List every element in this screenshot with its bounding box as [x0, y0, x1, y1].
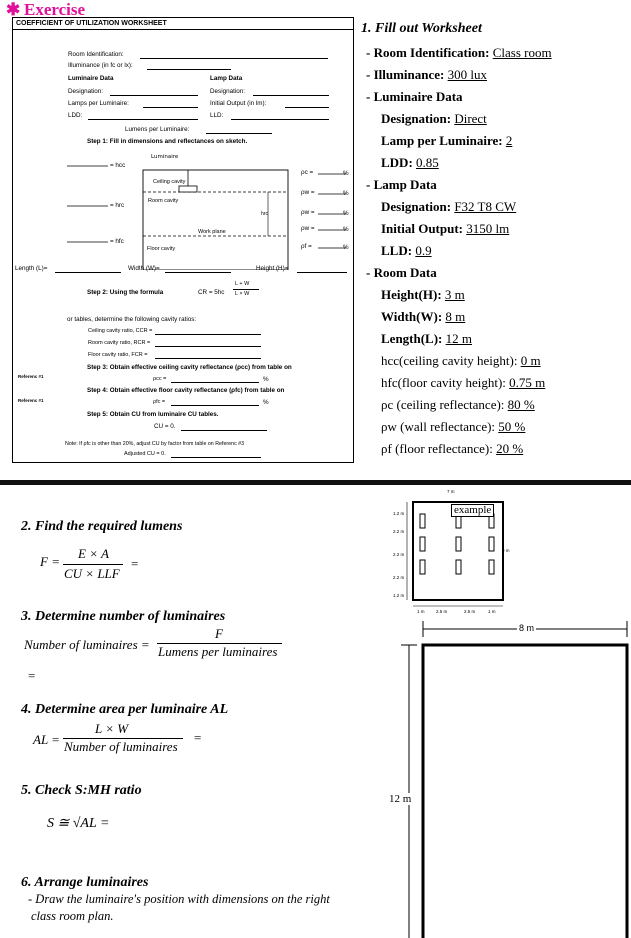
f-equals: =: [131, 556, 139, 571]
a-lhs: AL =: [33, 732, 60, 747]
left-dim-3: 2.2 m: [393, 552, 405, 557]
ccr-label: Ceiling cavity ratio, CCR =: [88, 328, 153, 334]
step2-heading: 2. Find the required lumens: [21, 519, 183, 534]
hfc-key: hfc(floor cavity height):: [381, 375, 506, 390]
room-id-value: Class room: [492, 45, 552, 60]
plan-width-label: 8 m: [519, 623, 535, 633]
step5-text: Step 5: Obtain CU from luminaire CU tables.: [87, 411, 219, 418]
lum-2-2: [456, 537, 461, 551]
ref1-a: Referenc #1: [18, 374, 44, 379]
hcc-tag: = hcc: [110, 162, 126, 169]
width-value: 8 m: [445, 309, 466, 324]
initial-output-value: 3150 lm: [466, 221, 510, 236]
width-line: [165, 272, 231, 273]
cu-line: [181, 430, 267, 431]
length-label: Length (L)=: [15, 265, 48, 272]
pw2-label: ρw =: [301, 209, 315, 216]
lamp-per-value: 2: [505, 133, 513, 148]
rcr-line: [155, 346, 261, 347]
left-dim-5: 1.2 m: [393, 593, 405, 598]
pct-6: %: [263, 376, 269, 383]
lum-3-3: [489, 560, 494, 574]
ccr-line: [155, 334, 261, 335]
left-dim-1: 1.2 m: [393, 511, 405, 516]
bottom-dim-2: 2.5 m: [436, 609, 448, 614]
pcc-eq: ρcc =: [153, 376, 167, 382]
lamp-per-key: Lamp per Luminaire:: [381, 133, 503, 148]
lamps-per-label: Lamps per Luminaire:: [68, 100, 129, 107]
step4-text: Step 4: Obtain effective floor cavity reflectance (ρfc) from table on: [87, 387, 285, 394]
ceiling-reflectance-value: 80 %: [507, 397, 535, 412]
designation-label: Designation:: [68, 88, 104, 95]
lld-line: [231, 119, 329, 120]
pf-label: ρf =: [301, 243, 312, 250]
worksheet-divider: [13, 29, 353, 30]
height-key: Height(H):: [381, 287, 442, 302]
left-dim-4: 2.2 m: [393, 575, 405, 580]
width-key: Width(W):: [381, 309, 443, 324]
hfc-value: 0.75 m: [509, 375, 546, 390]
step6-text-1: - Draw the luminaire's position with dimensions on the right: [28, 892, 330, 906]
ref1-b: Referenc #1: [18, 398, 44, 403]
hfc-tag: = hfc: [110, 238, 124, 245]
lamp-data-key: - Lamp Data: [366, 177, 437, 192]
cu-label: CU = 0.: [154, 423, 176, 430]
pw3-label: ρw =: [301, 225, 315, 232]
ceiling-reflectance-key: ρc (ceiling reflectance):: [381, 397, 505, 412]
room-id-key: - Room Identification:: [366, 45, 490, 60]
pct-7: %: [263, 399, 269, 406]
step6-text-2: class room plan.: [31, 909, 114, 923]
fcr-line: [155, 358, 261, 359]
bottom-dim-4: 1 m: [488, 609, 496, 614]
ldd-value: 0.85: [416, 155, 439, 170]
step5-heading: 5. Check S:MH ratio: [21, 783, 142, 798]
lamps-per-line: [143, 107, 198, 108]
luminaire-label: Luminaire: [151, 154, 179, 160]
lum-2-3: [489, 537, 494, 551]
worksheet-title: COEFFICIENT OF UTILIZATION WORKSHEET: [16, 20, 167, 27]
lamp-designation-value: F32 T8 CW: [454, 199, 517, 214]
designation-key: Designation:: [381, 111, 452, 126]
floor-cavity-label: Floor cavity: [147, 246, 176, 252]
a-numerator: L × W: [95, 721, 129, 736]
lld-key: LLD:: [381, 243, 413, 258]
adjusted-cu-line: [171, 457, 261, 458]
length-value: 12 m: [445, 331, 473, 346]
ceiling-cavity-label: Ceiling cavity: [153, 179, 186, 185]
designation-value: Direct: [454, 111, 487, 126]
left-dim-2: 2.2 m: [393, 529, 405, 534]
illuminance-label: Illuminance (in fc or lx):: [68, 62, 133, 69]
bottom-dim-1: 1 m: [417, 609, 425, 614]
step2-text: Step 2: Using the formula: [87, 289, 164, 296]
hcc-key: hcc(ceiling cavity height):: [381, 353, 518, 368]
lld-value: 0.9: [415, 243, 432, 258]
pcc-line: [171, 382, 259, 383]
hcc-value: 0 m: [520, 353, 541, 368]
lumens-per-label: Lumens per Luminaire:: [125, 126, 190, 133]
hrc-tag: = hrc: [110, 202, 125, 209]
asterisk-icon: ✱: [6, 0, 21, 19]
n-numerator: F: [215, 626, 223, 641]
f-denominator: CU × LLF: [64, 566, 120, 581]
height-label: Height (H)=: [256, 265, 289, 272]
room-id-line: [140, 58, 328, 59]
lamp-data-label: Lamp Data: [210, 75, 243, 82]
title-bar: [0, 0, 631, 18]
cu-worksheet: [12, 17, 354, 463]
step1-text: Step 1: Fill in dimensions and reflectances on sketch.: [87, 138, 248, 145]
width-label: Width (W)=: [128, 265, 160, 272]
lld-label: LLD:: [210, 112, 224, 119]
lum-1-1: [420, 514, 425, 528]
step6-heading: 6. Arrange luminaires: [21, 875, 149, 890]
cr-formula: CR = 5hc: [198, 289, 225, 296]
length-key: Length(L):: [381, 331, 443, 346]
classroom-plan: [395, 615, 631, 938]
pc-label: ρc =: [301, 169, 314, 176]
ldd-key: LDD:: [381, 155, 413, 170]
fcr-label: Floor cavity ratio, FCR =: [88, 352, 148, 358]
cr-frac-bottom: L × W: [235, 291, 250, 297]
f-numerator: E × A: [78, 546, 109, 561]
pfc-line: [171, 405, 259, 406]
section-divider: [0, 480, 631, 485]
step3-text: Step 3: Obtain effective ceiling cavity reflectance (ρcc) from table on: [87, 364, 292, 371]
a-denominator: Number of luminaires: [64, 739, 178, 754]
wall-reflectance-key: ρw (wall reflectance):: [381, 419, 496, 434]
ldd-label: LDD:: [68, 112, 83, 119]
cr-frac-bar: [233, 289, 259, 290]
step4-heading: 4. Determine area per luminaire AL: [21, 702, 229, 717]
lumens-per-line: [206, 133, 272, 134]
luminaire-symbol: [179, 186, 197, 192]
initial-output-line: [285, 107, 329, 108]
length-line: [55, 272, 121, 273]
floor-reflectance-key: ρf (floor reflectance):: [381, 441, 493, 456]
example-right-dim: 9 m: [502, 548, 510, 553]
illuminance-line: [147, 69, 231, 70]
adjusted-cu-label: Adjusted CU = 0.: [124, 451, 166, 457]
pct-2: %: [343, 190, 349, 197]
or-tables-text: or tables, determine the following cavity ratios:: [67, 316, 197, 323]
bottom-dim-3: 2.5 m: [464, 609, 476, 614]
f-fraction-bar: [63, 564, 123, 565]
pct-5: %: [343, 244, 349, 251]
pct-1: %: [343, 170, 349, 177]
pfc-eq: ρfc =: [153, 399, 166, 405]
room-cavity-label: Room cavity: [148, 198, 179, 204]
ldd-line: [88, 119, 198, 120]
cr-frac-top: L + W: [235, 281, 250, 287]
plan-length-label: 12 m: [389, 793, 412, 805]
wall-reflectance-value: 50 %: [498, 419, 526, 434]
n-denominator: Lumens per luminaires: [158, 644, 278, 659]
lamp-designation-line: [253, 95, 329, 96]
s-equation: S ≅ √AL =: [47, 816, 110, 831]
example-top-dim: 7 m: [447, 489, 455, 494]
pct-4: %: [343, 226, 349, 233]
lamp-designation-key: Designation:: [381, 199, 452, 214]
plan-room-outline: [423, 645, 627, 938]
floor-reflectance-value: 20 %: [496, 441, 524, 456]
a-equals: =: [194, 730, 202, 745]
work-plane-label: Work plane: [198, 229, 226, 235]
pw1-label: ρw =: [301, 189, 315, 196]
lum-2-1: [420, 537, 425, 551]
page-title: Exercise: [24, 0, 86, 19]
initial-output-label: Initial Output (in lm):: [210, 100, 267, 107]
illuminance-key: - Illuminance:: [366, 67, 445, 82]
luminaire-data-label: Luminaire Data: [68, 75, 114, 82]
initial-output-key: Initial Output:: [381, 221, 463, 236]
step3-heading: 3. Determine number of luminaires: [21, 609, 226, 624]
note-text: Note: If ρfc is other than 20%, adjust CU by factor from table on Referenc #3: [65, 441, 245, 447]
f-lhs: F =: [40, 554, 60, 569]
pct-3: %: [343, 210, 349, 217]
designation-line: [110, 95, 198, 96]
luminaire-data-key: - Luminaire Data: [366, 89, 463, 104]
lum-3-2: [456, 560, 461, 574]
step1-heading: 1. Fill out Worksheet: [361, 21, 482, 36]
example-label: example: [451, 504, 494, 517]
room-data-key: - Room Data: [366, 265, 437, 280]
height-value: 3 m: [444, 287, 465, 302]
lamp-designation-label: Designation:: [210, 88, 246, 95]
lum-3-1: [420, 560, 425, 574]
illuminance-value: 300 lux: [447, 67, 487, 82]
rcr-label: Room cavity ratio, RCR =: [88, 340, 151, 346]
hrc-arrow-label: hrc: [261, 211, 268, 217]
height-line: [297, 272, 347, 273]
n-equals: =: [28, 668, 36, 683]
n-lhs: Number of luminaires =: [24, 637, 150, 652]
room-id-label: Room Identification:: [68, 51, 124, 58]
room-outline: [143, 170, 288, 270]
